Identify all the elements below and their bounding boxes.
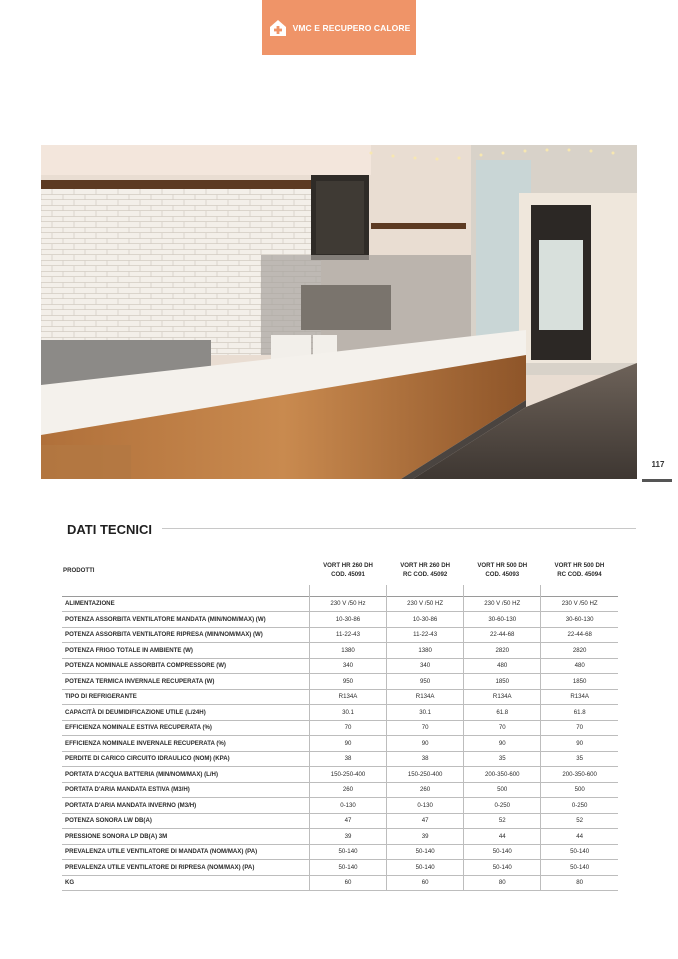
table-row — [62, 736, 618, 752]
row-label: POTENZA ASSORBITA VENTILATORE MANDATA (MIN/NOM/MAX) (W) — [62, 612, 309, 628]
cell-value: 61.8 — [464, 705, 541, 721]
cell-value: 200-350-600 — [464, 767, 541, 783]
cell-value: R134A — [464, 689, 541, 705]
cell-value: 90 — [464, 736, 541, 752]
row-label: TIPO DI REFRIGERANTE — [62, 689, 309, 705]
header-spacer-row — [62, 585, 618, 596]
section-header-tab — [262, 0, 416, 55]
model-code: COD. 45091 — [331, 570, 365, 578]
cell-value: 1850 — [541, 674, 618, 690]
cell-value: 1380 — [387, 643, 464, 659]
cell-value: 10-30-86 — [387, 612, 464, 628]
cell-value: 30.1 — [309, 705, 386, 721]
row-label: EFFICIENZA NOMINALE INVERNALE RECUPERATA (%) — [62, 736, 309, 752]
table-row — [62, 844, 618, 860]
cell-value: R134A — [309, 689, 386, 705]
cell-value: 70 — [309, 720, 386, 736]
cell-value: 52 — [464, 813, 541, 829]
cell-value: 1380 — [309, 643, 386, 659]
table-row — [62, 643, 618, 659]
model-name: VORT HR 500 DH — [477, 562, 528, 569]
cell-value: 150-250-400 — [387, 767, 464, 783]
products-header: PRODOTTI — [63, 567, 95, 574]
row-label: POTENZA NOMINALE ASSORBITA COMPRESSORE (W) — [62, 658, 309, 674]
row-label: POTENZA SONORA LW DB(A) — [62, 813, 309, 829]
cell-value: 44 — [464, 829, 541, 845]
model-name: VORT HR 260 DH — [400, 562, 451, 569]
cell-value: 39 — [387, 829, 464, 845]
cell-value: 22-44-68 — [464, 627, 541, 643]
model-name: VORT HR 500 DH — [554, 562, 605, 569]
cell-value: 38 — [309, 751, 386, 767]
cell-value: 90 — [387, 736, 464, 752]
cell-value: 50-140 — [309, 844, 386, 860]
cell-value: 0-130 — [387, 798, 464, 814]
row-label: EFFICIENZA NOMINALE ESTIVA RECUPERATA (%) — [62, 720, 309, 736]
cell-value: 47 — [387, 813, 464, 829]
cell-value: 2820 — [464, 643, 541, 659]
row-label: ALIMENTAZIONE — [62, 596, 309, 612]
cell-value: 50-140 — [464, 844, 541, 860]
cell-value: 1850 — [464, 674, 541, 690]
cell-value: 480 — [464, 658, 541, 674]
cell-value: 50-140 — [464, 860, 541, 876]
cell-value: 500 — [464, 782, 541, 798]
cell-value: 38 — [387, 751, 464, 767]
row-label: PORTATA D'ARIA MANDATA INVERNO (M3/H) — [62, 798, 309, 814]
table-row — [62, 720, 618, 736]
row-label: PORTATA D'ACQUA BATTERIA (MIN/NOM/MAX) (L/H) — [62, 767, 309, 783]
table-row — [62, 612, 618, 628]
cell-value: 39 — [309, 829, 386, 845]
table-row — [62, 798, 618, 814]
model-code: COD. 45093 — [485, 570, 520, 578]
model-code: RC COD. 45094 — [557, 570, 602, 578]
table-row — [62, 813, 618, 829]
table-row — [62, 875, 618, 891]
table-row — [62, 767, 618, 783]
cell-value: 52 — [541, 813, 618, 829]
cell-value: 11-22-43 — [387, 627, 464, 643]
table-row — [62, 689, 618, 705]
cell-value: 260 — [387, 782, 464, 798]
cell-value: 950 — [309, 674, 386, 690]
table-row — [62, 674, 618, 690]
table-body — [62, 596, 618, 891]
row-label: PORTATA D'ARIA MANDATA ESTIVA (M3/H) — [62, 782, 309, 798]
cell-value: 60 — [387, 875, 464, 891]
cell-value: 340 — [387, 658, 464, 674]
row-label: KG — [62, 875, 309, 891]
table-row — [62, 705, 618, 721]
section-title: DATI TECNICI — [67, 522, 152, 537]
table-row — [62, 658, 618, 674]
cell-value: 30.1 — [387, 705, 464, 721]
model-header — [464, 556, 541, 585]
cell-value: 47 — [309, 813, 386, 829]
title-divider — [162, 528, 636, 529]
cell-value: 200-350-600 — [541, 767, 618, 783]
cell-value: 30-60-130 — [541, 612, 618, 628]
table-row — [62, 627, 618, 643]
table-row — [62, 829, 618, 845]
cell-value: 0-130 — [309, 798, 386, 814]
row-label: POTENZA TERMICA INVERNALE RECUPERATA (W) — [62, 674, 309, 690]
cell-value: 80 — [464, 875, 541, 891]
model-header — [309, 556, 386, 585]
cell-value: 61.8 — [541, 705, 618, 721]
cell-value: 35 — [464, 751, 541, 767]
cell-value: 90 — [541, 736, 618, 752]
cell-value: 230 V /50 HZ — [387, 596, 464, 612]
cell-value: 950 — [387, 674, 464, 690]
row-label: POTENZA FRIGO TOTALE IN AMBIENTE (W) — [62, 643, 309, 659]
cell-value: 44 — [541, 829, 618, 845]
cell-value: 50-140 — [541, 844, 618, 860]
cell-value: 150-250-400 — [309, 767, 386, 783]
row-label: CAPACITÀ DI DEUMIDIFICAZIONE UTILE (L/24H) — [62, 705, 309, 721]
cell-value: 60 — [309, 875, 386, 891]
row-label: PERDITE DI CARICO CIRCUITO IDRAULICO (NOM) (KPA) — [62, 751, 309, 767]
cell-value: 230 V /50 HZ — [464, 596, 541, 612]
model-header — [387, 556, 464, 585]
table-row — [62, 860, 618, 876]
row-label: PRESSIONE SONORA LP DB(A) 3M — [62, 829, 309, 845]
cell-value: 340 — [309, 658, 386, 674]
cell-value: 70 — [387, 720, 464, 736]
cell-value: 50-140 — [387, 844, 464, 860]
cafe-interior-photo — [41, 145, 637, 479]
cell-value: 230 V /50 HZ — [541, 596, 618, 612]
cell-value: 90 — [309, 736, 386, 752]
model-header — [541, 556, 618, 585]
cell-value: 30-60-130 — [464, 612, 541, 628]
row-label: PREVALENZA UTILE VENTILATORE DI RIPRESA (NOM/MAX) (PA) — [62, 860, 309, 876]
cell-value: 480 — [541, 658, 618, 674]
cell-value: 35 — [541, 751, 618, 767]
cell-value: 50-140 — [541, 860, 618, 876]
cell-value: 70 — [464, 720, 541, 736]
section-header-label: VMC E RECUPERO CALORE — [292, 22, 411, 33]
page-number-bar — [642, 479, 672, 482]
model-name: VORT HR 260 DH — [323, 562, 373, 569]
model-code: RC COD. 45092 — [402, 570, 448, 578]
table-row — [62, 751, 618, 767]
cell-value: 260 — [309, 782, 386, 798]
cell-value: 50-140 — [309, 860, 386, 876]
cell-value: 22-44-68 — [541, 627, 618, 643]
row-label: POTENZA ASSORBITA VENTILATORE RIPRESA (MIN/NOM/MAX) (W) — [62, 627, 309, 643]
page-number: 117 — [651, 460, 665, 469]
cell-value: 500 — [541, 782, 618, 798]
cell-value: 10-30-86 — [309, 612, 386, 628]
cell-value: R134A — [541, 689, 618, 705]
table-row — [62, 596, 618, 612]
table-row — [62, 782, 618, 798]
cell-value: 50-140 — [387, 860, 464, 876]
cell-value: 0-250 — [541, 798, 618, 814]
house-plus-icon — [268, 18, 288, 38]
cell-value: 80 — [541, 875, 618, 891]
cell-value: 70 — [541, 720, 618, 736]
cell-value: R134A — [387, 689, 464, 705]
cell-value: 11-22-43 — [309, 627, 386, 643]
cell-value: 0-250 — [464, 798, 541, 814]
technical-data-table — [62, 556, 618, 891]
cell-value: 2820 — [541, 643, 618, 659]
cell-value: 230 V /50 Hz — [309, 596, 386, 612]
row-label: PREVALENZA UTILE VENTILATORE DI MANDATA (NOM/MAX) (PA) — [62, 844, 309, 860]
